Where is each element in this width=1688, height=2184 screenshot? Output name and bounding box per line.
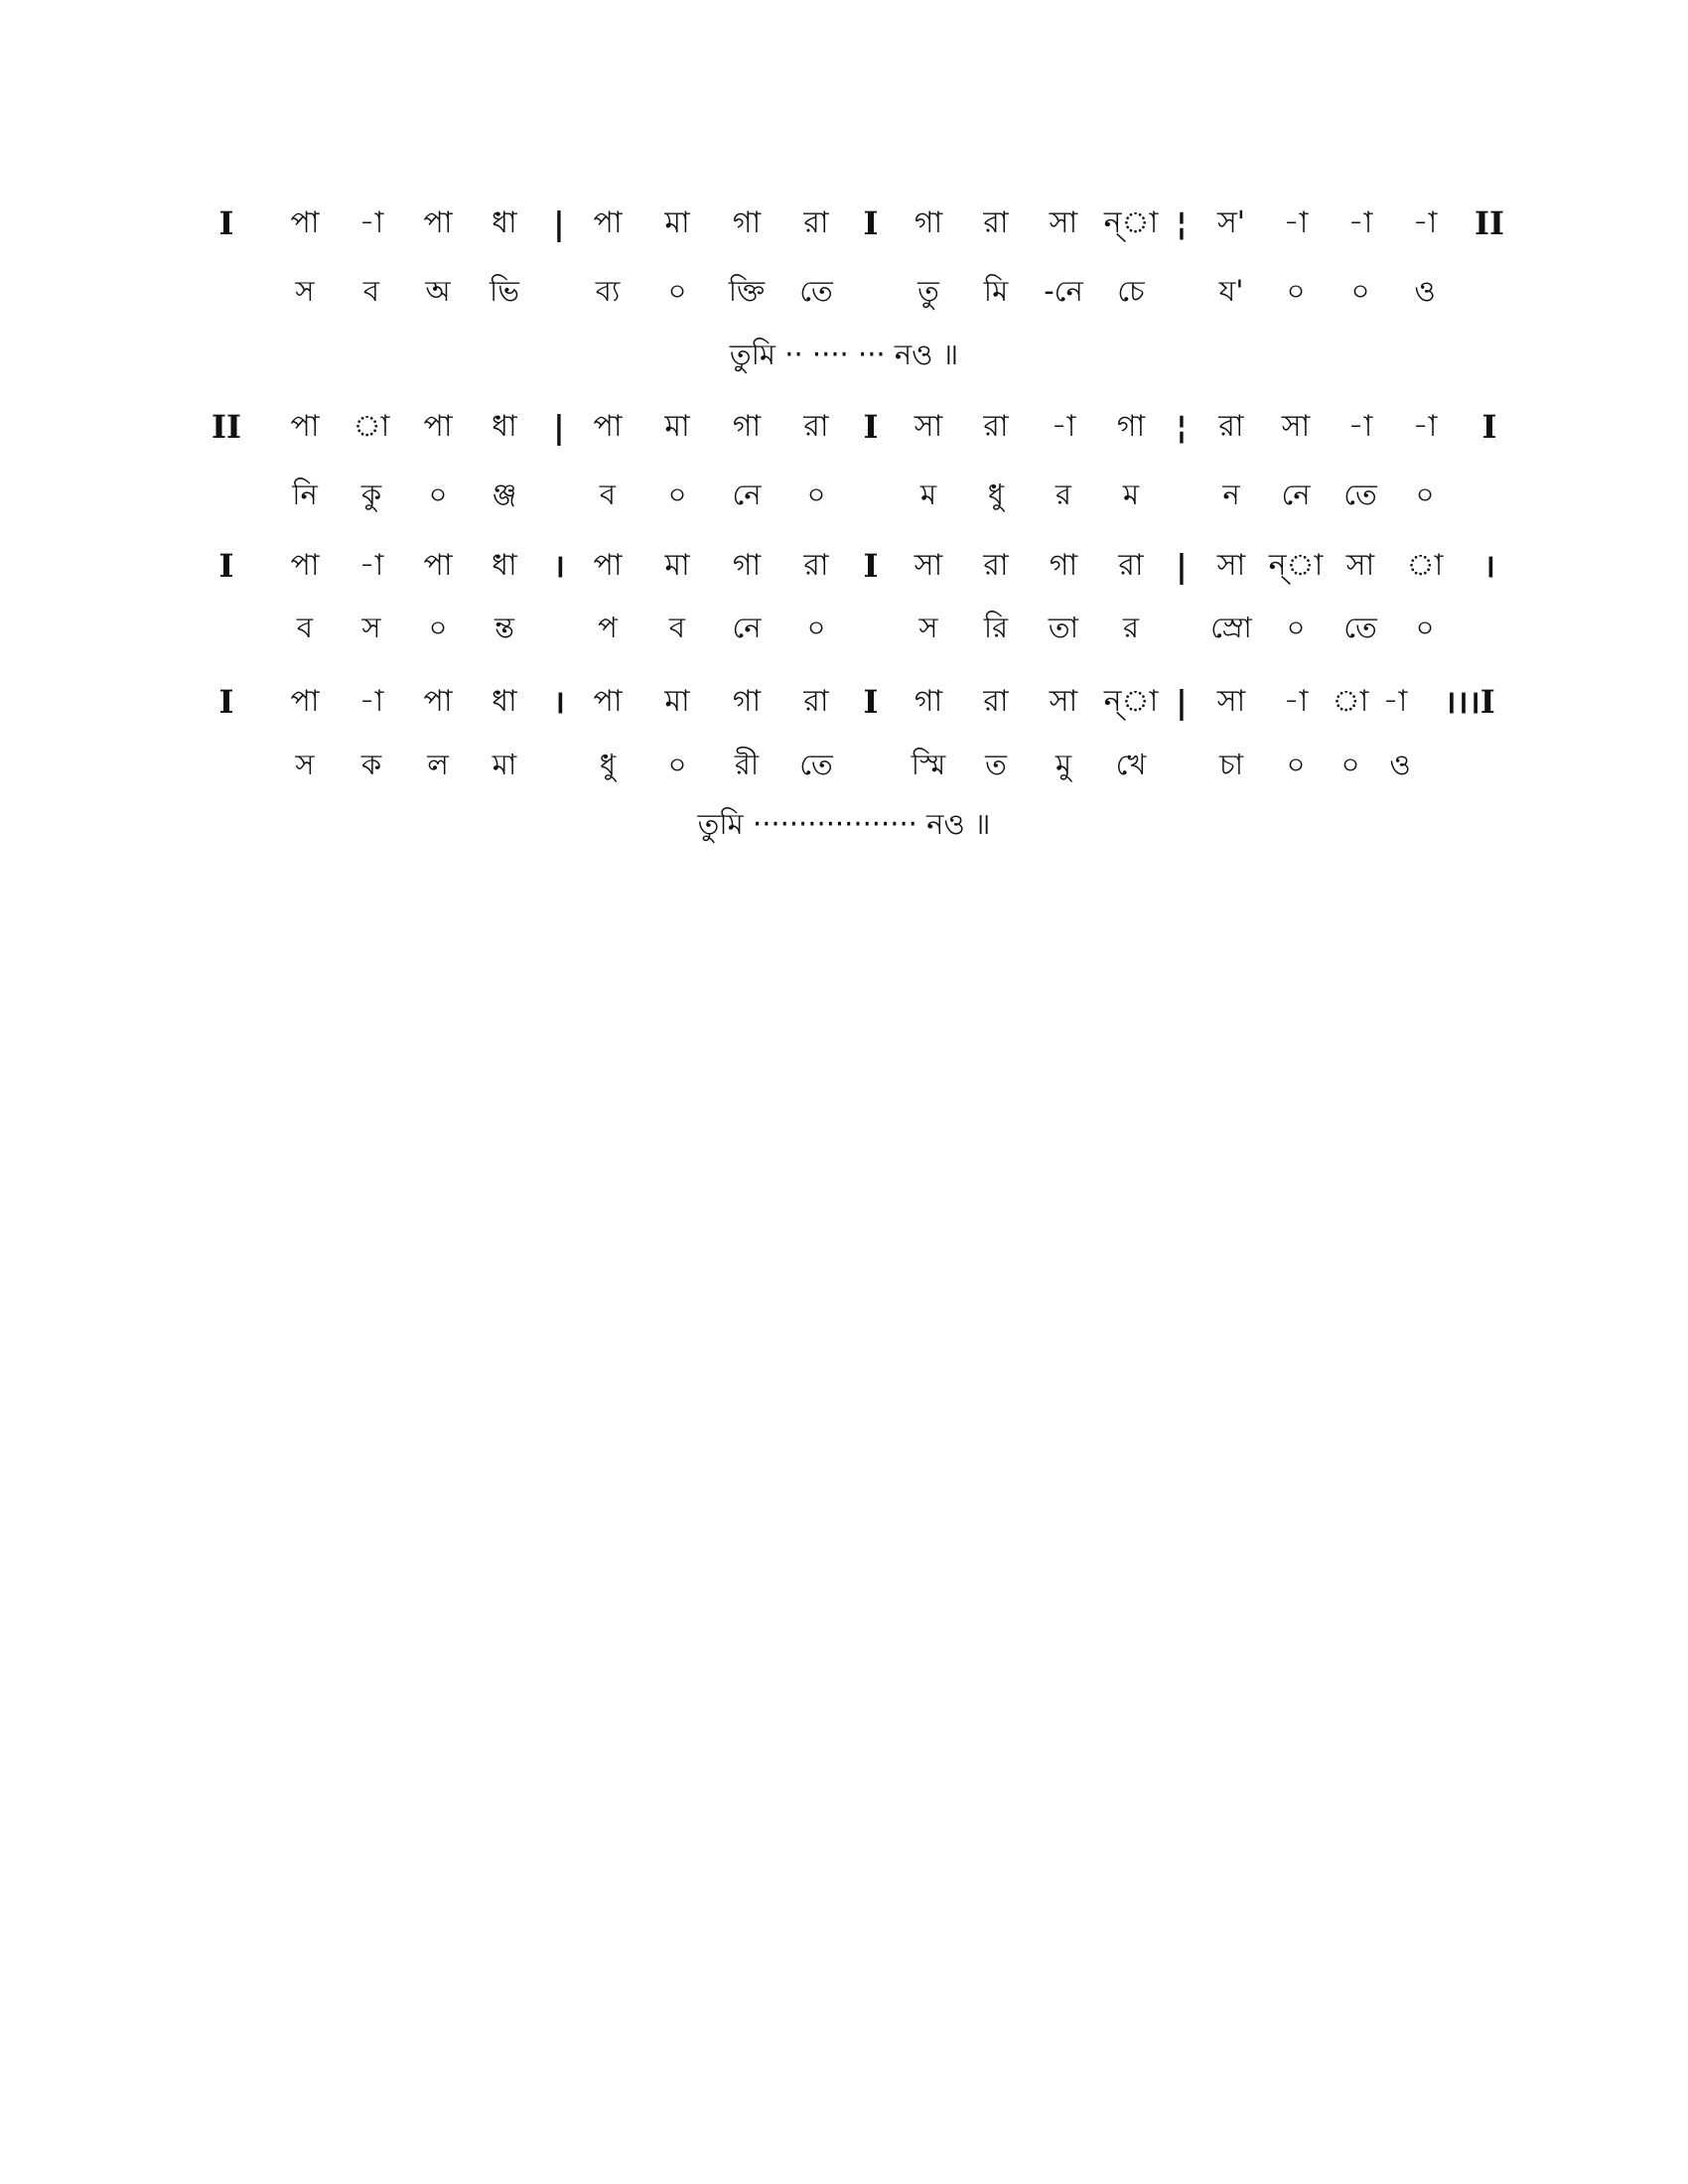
- lyric-syllable: র: [1055, 478, 1071, 511]
- lyric-syllable: ০: [1415, 478, 1435, 511]
- lyric-syllable: চা: [1218, 748, 1244, 781]
- bar-divider: I: [863, 205, 879, 242]
- note: পা: [290, 548, 320, 583]
- lyric-syllable: ম: [1122, 478, 1140, 511]
- lyric-syllable: ঞ্জ: [492, 478, 517, 511]
- note: রা: [803, 205, 829, 240]
- note: সা: [1345, 548, 1375, 583]
- lyric-syllable: ব: [668, 611, 686, 644]
- note: রা: [803, 409, 829, 444]
- note: ধা: [492, 548, 517, 583]
- lyric-syllable: রি: [983, 611, 1009, 644]
- lyric-syllable: তে: [799, 748, 833, 781]
- lyric-syllable: ত: [985, 748, 1007, 781]
- lyric-syllable: মা: [492, 748, 517, 781]
- note: পা: [290, 409, 320, 444]
- lyric-syllable: ন্ত: [494, 611, 514, 644]
- note: গা: [732, 205, 762, 240]
- lyric-syllable: চে: [1117, 274, 1145, 308]
- bar-divider: |: [553, 408, 565, 446]
- note: -া: [358, 205, 384, 240]
- lyric-syllable: কু: [360, 478, 382, 511]
- lyric-syllable: তে: [799, 274, 833, 308]
- lyric-syllable: মি: [983, 274, 1009, 308]
- bar-line-close: ।: [1482, 547, 1496, 585]
- lyric-syllable: ০: [667, 478, 687, 511]
- bar-divider: I: [863, 683, 879, 721]
- note: সা: [1281, 409, 1311, 444]
- lyrics-row-1: [0, 266, 1688, 316]
- lyric-syllable: নি: [292, 478, 318, 511]
- note: পা: [423, 684, 453, 719]
- note: মা: [664, 548, 690, 583]
- note: পা: [593, 684, 623, 719]
- bar-line-open: I: [218, 547, 234, 585]
- note: ধা: [492, 684, 517, 719]
- lyric-syllable: ও: [1389, 748, 1411, 781]
- lyric-syllable: ব: [362, 274, 380, 308]
- bar-line-open: I: [218, 205, 234, 242]
- lyric-syllable: য': [1218, 274, 1244, 308]
- refrain-line-1: তুমি ·· ···· ··· নও ॥: [729, 338, 959, 371]
- note: -া: [358, 684, 384, 719]
- lyric-syllable: ০: [667, 748, 687, 781]
- note: রা: [1118, 548, 1144, 583]
- lyric-syllable: র: [1123, 611, 1139, 644]
- note: সা: [1049, 205, 1078, 240]
- note: সা: [1049, 684, 1078, 719]
- notation-row-3: [0, 541, 1688, 591]
- lyric-syllable: ম: [919, 478, 937, 511]
- note: রা: [803, 684, 829, 719]
- lyric-syllable: তা: [1048, 611, 1079, 644]
- lyric-syllable: ০: [667, 274, 687, 308]
- note: ন্া: [1268, 548, 1324, 583]
- lyric-syllable: ল: [427, 748, 449, 781]
- note: মা: [664, 409, 690, 444]
- lyric-syllable: ০: [1286, 611, 1306, 644]
- lyric-syllable: ০: [806, 611, 826, 644]
- note: গা: [732, 548, 762, 583]
- lyric-syllable: স: [295, 274, 315, 308]
- note: রা: [1218, 409, 1244, 444]
- note: ন্া: [1103, 205, 1159, 240]
- lyric-syllable: ০: [1350, 274, 1370, 308]
- lyric-syllable: নে: [732, 478, 762, 511]
- note: পা: [423, 409, 453, 444]
- bar-line-close: I: [1481, 408, 1497, 446]
- lyric-syllable: ও: [1414, 274, 1436, 308]
- lyric-syllable: স: [918, 611, 938, 644]
- note: পা: [593, 409, 623, 444]
- lyric-syllable: স্মি: [911, 748, 946, 781]
- bar-divider: I: [863, 408, 879, 446]
- note: পা: [593, 205, 623, 240]
- lyric-syllable: খে: [1115, 748, 1147, 781]
- lyric-syllable: নে: [1281, 478, 1311, 511]
- note: -া: [1347, 409, 1373, 444]
- note: পা: [423, 205, 453, 240]
- notation-row-1: [0, 199, 1688, 248]
- bar-divider: |: [1176, 683, 1188, 721]
- note: -া: [1347, 205, 1373, 240]
- note: সা: [1216, 684, 1246, 719]
- note: সা: [1216, 548, 1246, 583]
- refrain-line-2: তুমি ·················· নও ॥: [697, 807, 991, 841]
- lyric-syllable: তু: [917, 274, 939, 308]
- lyric-syllable: ন: [1222, 478, 1240, 511]
- note: ন্া: [1103, 684, 1159, 719]
- bar-line-close: ।।।I: [1444, 683, 1495, 721]
- note: গা: [914, 205, 943, 240]
- note: গা: [914, 684, 943, 719]
- bar-divider: ।: [552, 683, 566, 721]
- lyric-syllable: ব্য: [595, 274, 621, 308]
- note: -া: [1283, 205, 1309, 240]
- note: পা: [423, 548, 453, 583]
- lyric-syllable: ধু: [599, 748, 617, 781]
- lyric-syllable: ০: [1415, 611, 1435, 644]
- lyric-syllable: ০: [428, 478, 448, 511]
- lyric-syllable: স্রো: [1210, 611, 1252, 644]
- note: -া: [1051, 409, 1076, 444]
- note: মা: [664, 205, 690, 240]
- note: রা: [983, 205, 1009, 240]
- bar-line-open: I: [218, 683, 234, 721]
- note: রা: [983, 684, 1009, 719]
- lyric-syllable: ভি: [490, 274, 519, 308]
- note: পা: [290, 684, 320, 719]
- notation-row-4: [0, 677, 1688, 727]
- notation-row-2: [0, 402, 1688, 452]
- note: রা: [983, 409, 1009, 444]
- lyric-syllable: ব: [599, 478, 617, 511]
- note: -া: [1412, 205, 1438, 240]
- lyrics-row-4: [0, 740, 1688, 789]
- note: রা: [803, 548, 829, 583]
- lyric-syllable: স: [295, 748, 315, 781]
- note: -া: [1382, 684, 1408, 719]
- note: গা: [1049, 548, 1078, 583]
- bar-divider: I: [863, 547, 879, 585]
- bar-divider: ¦: [1176, 205, 1188, 242]
- lyric-syllable: ০: [1286, 748, 1306, 781]
- note: -া: [1412, 409, 1438, 444]
- bar-divider: |: [1176, 547, 1188, 585]
- lyric-syllable: ধু: [987, 478, 1005, 511]
- note: ধা: [492, 205, 517, 240]
- note: -া: [1283, 684, 1309, 719]
- lyric-syllable: ০: [1286, 274, 1306, 308]
- lyric-syllable: ক: [360, 748, 382, 781]
- note: ধা: [492, 409, 517, 444]
- note: সা: [914, 409, 943, 444]
- note: স': [1216, 205, 1246, 240]
- lyric-syllable: ব: [296, 611, 314, 644]
- note: া: [1332, 684, 1369, 719]
- lyric-syllable: ০: [428, 611, 448, 644]
- lyric-syllable: রী: [734, 748, 760, 781]
- lyric-syllable: তে: [1343, 478, 1377, 511]
- lyric-syllable: স: [361, 611, 381, 644]
- bar-divider: |: [553, 205, 565, 242]
- note: পা: [290, 205, 320, 240]
- lyric-syllable: ০: [806, 478, 826, 511]
- bar-divider: ।: [552, 547, 566, 585]
- bar-line-open: II: [211, 408, 241, 446]
- lyric-syllable: তে: [1343, 611, 1377, 644]
- lyric-syllable: -নে: [1044, 274, 1083, 308]
- lyrics-row-3: [0, 603, 1688, 652]
- bar-divider: ¦: [1176, 408, 1188, 446]
- lyric-syllable: নে: [732, 611, 762, 644]
- lyric-syllable: ক্তি: [728, 274, 766, 308]
- note: সা: [914, 548, 943, 583]
- lyric-syllable: ০: [1340, 748, 1360, 781]
- note: গা: [732, 684, 762, 719]
- note: -া: [358, 548, 384, 583]
- note: পা: [593, 548, 623, 583]
- note: গা: [1116, 409, 1146, 444]
- note: া: [1406, 548, 1444, 583]
- lyrics-row-2: [0, 470, 1688, 519]
- lyric-syllable: অ: [425, 274, 451, 308]
- lyric-syllable: প: [598, 611, 618, 644]
- note: গা: [732, 409, 762, 444]
- lyric-syllable: মু: [1055, 748, 1072, 781]
- note: মা: [664, 684, 690, 719]
- bar-line-close: II: [1475, 205, 1504, 242]
- note: া: [352, 409, 390, 444]
- note: রা: [983, 548, 1009, 583]
